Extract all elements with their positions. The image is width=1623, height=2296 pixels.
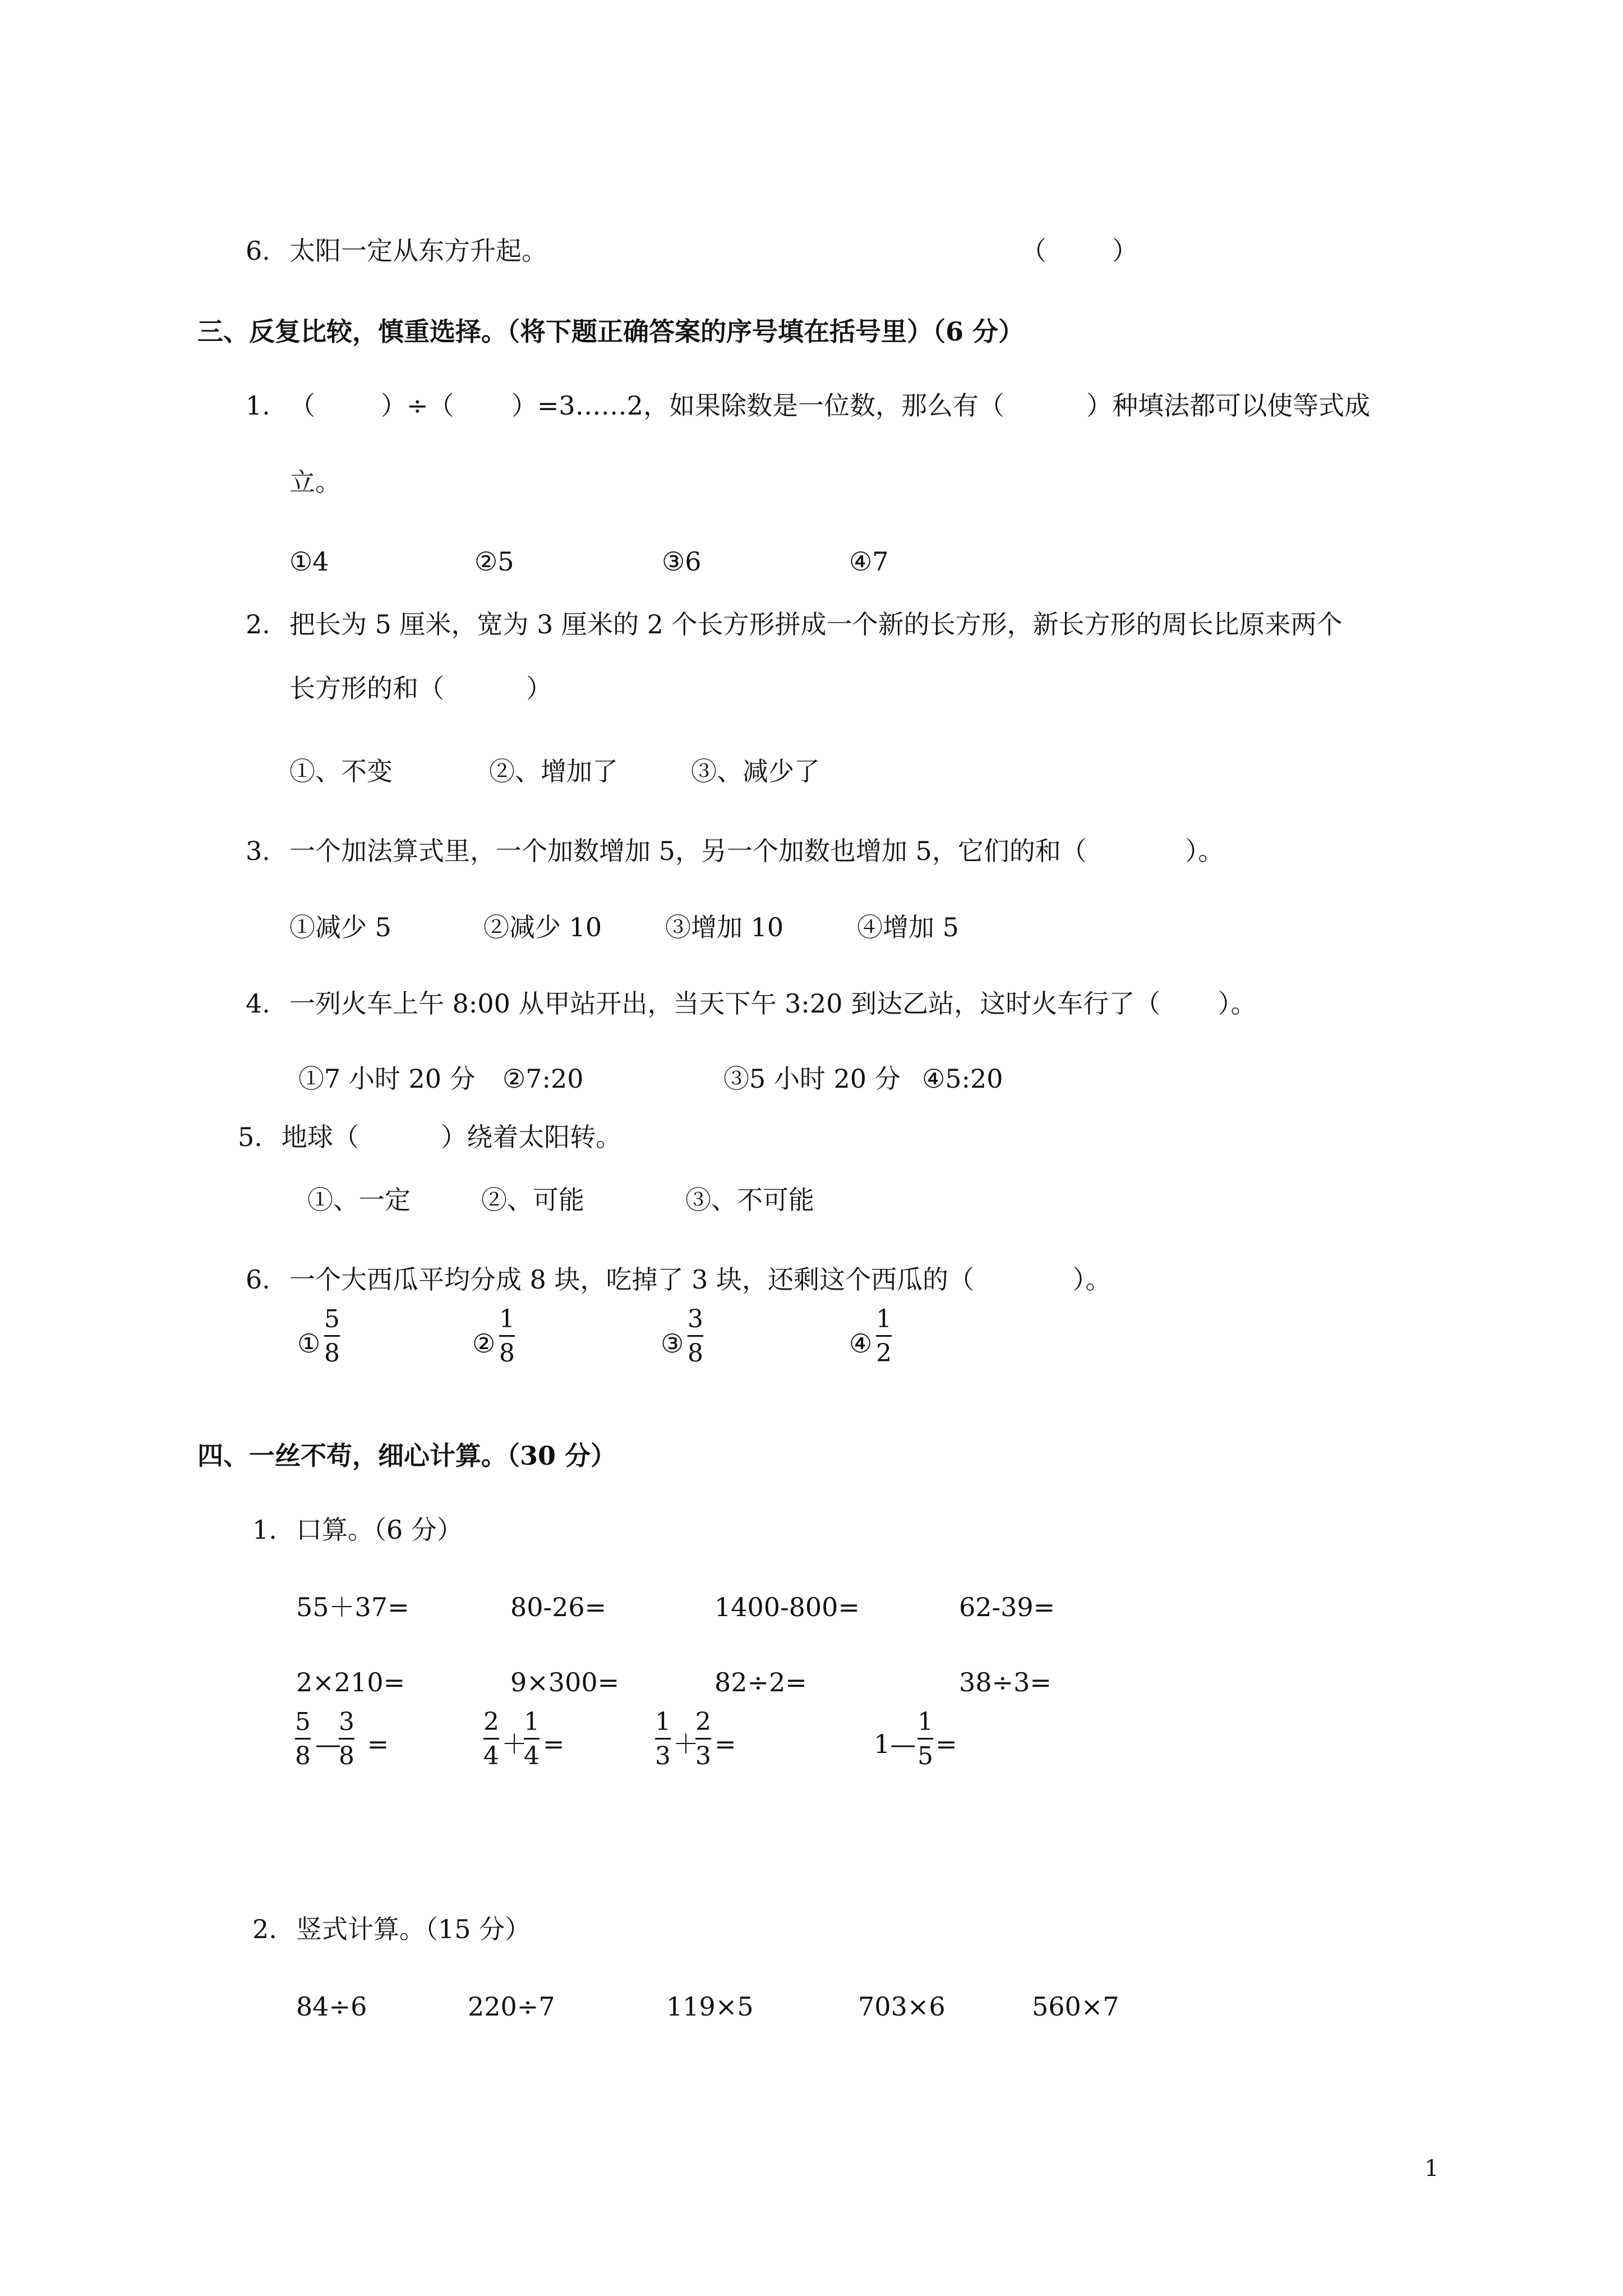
question-text: 太阳一定从东方升起。: [289, 236, 547, 266]
equals: =: [714, 1729, 736, 1759]
equals: =: [359, 1729, 389, 1759]
question-text: 口算。（6 分）: [296, 1515, 463, 1545]
operator: —: [315, 1729, 341, 1759]
question-text-cont: 长方形的和（ ）: [289, 673, 552, 703]
calc-item: 80-26=: [510, 1592, 607, 1622]
fraction: [876, 1307, 892, 1366]
denominator: 8: [339, 1742, 354, 1770]
fraction: [499, 1307, 515, 1366]
calc-item: 703×6: [858, 1991, 946, 2022]
option[interactable]: ④增加 5: [857, 912, 959, 942]
calc-item: 560×7: [1032, 1991, 1119, 2022]
numerator: 1: [655, 1708, 671, 1736]
fraction: [655, 1710, 671, 1769]
option[interactable]: ①4: [289, 546, 329, 577]
calc-item: 55＋37=: [296, 1592, 409, 1622]
fraction: [295, 1710, 311, 1769]
question-text: 一个大西瓜平均分成 8 块，吃掉了 3 块，还剩这个西瓜的（ ）。: [289, 1264, 1112, 1295]
fraction: [324, 1307, 340, 1366]
fraction: [917, 1710, 933, 1769]
calc-item: 84÷6: [296, 1991, 367, 2022]
numerator: 2: [483, 1708, 499, 1736]
page-number: 1: [1424, 2156, 1439, 2182]
calc-item: 220÷7: [468, 1991, 555, 2022]
option[interactable]: ①7 小时 20 分: [298, 1064, 476, 1094]
answer-blank[interactable]: （ ）: [1021, 236, 1138, 266]
q-number: 6.: [246, 236, 270, 266]
denominator: 8: [499, 1339, 515, 1368]
q-number: 5.: [238, 1122, 262, 1152]
option[interactable]: ②7:20: [502, 1064, 584, 1094]
calc-item: 9×300=: [510, 1667, 620, 1697]
calc-item: 38÷3=: [959, 1667, 1052, 1697]
calc-item: 119×5: [666, 1991, 754, 2022]
option[interactable]: ③5 小时 20 分: [723, 1064, 901, 1094]
question-text: 一个加法算式里，一个加数增加 5，另一个加数也增加 5，它们的和（ ）。: [289, 836, 1224, 866]
equals: =: [935, 1729, 957, 1759]
option[interactable]: ④7: [849, 546, 889, 577]
denominator: 8: [688, 1339, 703, 1368]
denominator: 2: [876, 1339, 892, 1368]
question-text: 竖式计算。（15 分）: [296, 1914, 531, 1944]
option[interactable]: ②、增加了: [489, 756, 618, 786]
option-marker[interactable]: ①: [297, 1328, 321, 1359]
question-text: 一列火车上午 8:00 从甲站开出，当天下午 3:20 到达乙站，这时火车行了（ ）。: [289, 988, 1257, 1019]
option[interactable]: ②5: [474, 546, 514, 577]
q-number: 1.: [246, 390, 270, 421]
denominator: 4: [524, 1742, 540, 1770]
numerator: 1: [499, 1305, 515, 1333]
numerator: 5: [324, 1305, 340, 1333]
denominator: 5: [917, 1742, 933, 1770]
numerator: 1: [876, 1305, 892, 1333]
question-text-cont: 立。: [289, 467, 341, 497]
denominator: 4: [483, 1742, 499, 1770]
denominator: 8: [295, 1742, 311, 1770]
numerator: 3: [339, 1708, 354, 1736]
option[interactable]: ③、不可能: [685, 1185, 814, 1215]
numerator: 2: [695, 1708, 711, 1736]
fraction: [524, 1710, 540, 1769]
fraction: [339, 1710, 354, 1769]
denominator: 3: [695, 1742, 711, 1770]
option[interactable]: ③6: [662, 546, 702, 577]
option[interactable]: ②、可能: [481, 1185, 584, 1215]
calc-item: 62-39=: [959, 1592, 1055, 1622]
fraction: [688, 1307, 703, 1366]
numerator: 5: [295, 1708, 311, 1736]
option[interactable]: ②减少 10: [483, 912, 602, 942]
q-number: 2.: [252, 1914, 277, 1944]
denominator: 8: [324, 1339, 340, 1368]
option[interactable]: ③、减少了: [691, 756, 820, 786]
fraction: [695, 1710, 711, 1769]
equals: =: [543, 1729, 565, 1759]
option[interactable]: ①减少 5: [289, 912, 391, 942]
numerator: 3: [688, 1305, 703, 1333]
question-text: 地球（ ）绕着太阳转。: [282, 1122, 622, 1152]
option[interactable]: ④5:20: [922, 1064, 1003, 1094]
option-marker[interactable]: ②: [472, 1328, 496, 1359]
fraction: [483, 1710, 499, 1769]
operator: ＋: [673, 1729, 699, 1759]
question-text: 把长为 5 厘米，宽为 3 厘米的 2 个长方形拼成一个新的长方形，新长方形的周长比原来两个: [289, 609, 1343, 639]
numerator: 1: [524, 1708, 540, 1736]
q-number: 4.: [246, 988, 270, 1019]
option-marker[interactable]: ④: [849, 1328, 873, 1359]
question-text: （ ）÷（ ）=3……2，如果除数是一位数，那么有（ ）种填法都可以使等式成: [289, 390, 1371, 421]
calc-item: 2×210=: [296, 1667, 405, 1697]
calc-item: 82÷2=: [714, 1667, 807, 1697]
section-title: 四、一丝不苟，细心计算。（30 分）: [197, 1441, 617, 1471]
q-number: 2.: [246, 609, 270, 639]
q-number: 3.: [246, 836, 270, 866]
q-number: 1.: [252, 1515, 277, 1545]
q-number: 6.: [246, 1264, 270, 1295]
option-marker[interactable]: ③: [661, 1328, 684, 1359]
denominator: 3: [655, 1742, 671, 1770]
lead-term: 1—: [874, 1729, 916, 1759]
option[interactable]: ①、一定: [307, 1185, 411, 1215]
calc-item: 1400-800=: [714, 1592, 860, 1622]
option[interactable]: ①、不变: [289, 756, 393, 786]
operator: ＋: [501, 1729, 527, 1759]
numerator: 1: [917, 1708, 933, 1736]
option[interactable]: ③增加 10: [665, 912, 784, 942]
section-title: 三、反复比较，慎重选择。（将下题正确答案的序号填在括号里）（6 分）: [197, 316, 1025, 347]
